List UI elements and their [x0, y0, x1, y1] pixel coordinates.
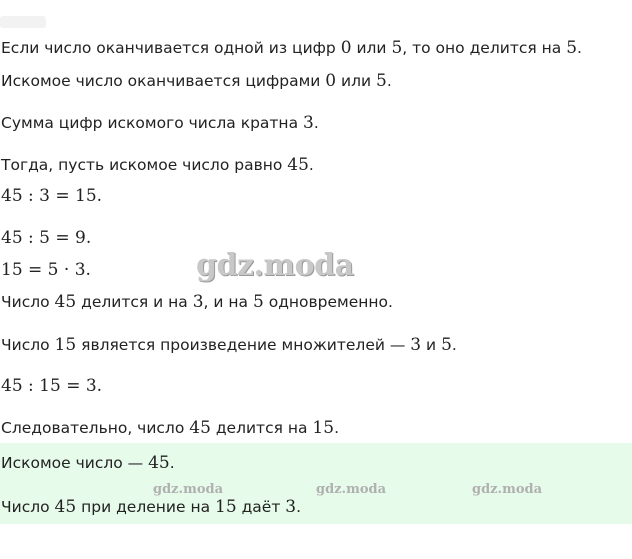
solution-line [1, 335, 457, 355]
math-expression: 0 [325, 71, 337, 91]
solution-line [1, 292, 393, 312]
text-fragment: Сумма цифр искомого числа кратна [1, 114, 303, 132]
text-fragment: Тогда, пусть искомое число равно [1, 156, 288, 174]
math-expression: 45 [54, 292, 77, 312]
solution-line [1, 260, 91, 280]
solution-line [1, 186, 102, 206]
top-bar-decoration [0, 16, 46, 28]
solution-line [1, 228, 91, 248]
math-expression: 15 [312, 418, 335, 438]
text-fragment: даёт [236, 498, 286, 516]
math-expression: 3 [285, 497, 297, 517]
watermark-small-2: gdz.moda [316, 482, 387, 497]
math-expression: 45 : 5 = 9. [1, 228, 92, 248]
watermark-main: gdz.moda [196, 248, 354, 283]
text-fragment: является произведение множителей — [76, 336, 411, 354]
math-expression: 3 [410, 335, 422, 355]
text-fragment: Следовательно, число [1, 419, 190, 437]
text-fragment: , и на [203, 293, 253, 311]
math-expression: 45 [148, 453, 170, 473]
text-fragment: делится и на [76, 293, 193, 311]
text-fragment: Если число оканчивается одной из цифр [1, 39, 341, 57]
text-fragment: . [451, 336, 457, 354]
solution-line [1, 155, 314, 175]
text-fragment: Число [1, 336, 55, 354]
text-fragment: Искомое число оканчивается цифрами [1, 72, 326, 90]
text-fragment: . [577, 39, 582, 57]
solution-line [1, 113, 319, 133]
math-expression: 45 [54, 497, 77, 517]
math-expression: 15 = 5 · 3. [1, 260, 91, 280]
text-fragment: . [334, 419, 339, 437]
text-fragment: или [351, 39, 392, 57]
text-fragment: . [308, 156, 314, 174]
text-fragment: и [421, 336, 442, 354]
text-fragment: . [169, 454, 175, 472]
solution-line [1, 418, 339, 438]
text-fragment: при деление на [76, 498, 216, 516]
math-expression: 5 [376, 71, 387, 91]
text-fragment: . [296, 498, 302, 516]
math-expression: 45 [287, 155, 309, 175]
text-fragment: Искомое число — [1, 454, 149, 472]
text-fragment: делится на [210, 419, 313, 437]
watermark-small-1: gdz.moda [153, 482, 224, 497]
text-fragment: . [313, 114, 319, 132]
solution-line [1, 38, 582, 58]
math-expression: 5 [566, 38, 578, 58]
solution-line [1, 453, 175, 473]
math-expression: 15 [54, 335, 77, 355]
text-fragment: Число [1, 293, 55, 311]
text-fragment: . [386, 72, 392, 90]
solution-line [1, 71, 392, 91]
text-fragment: , то оно делится на [402, 39, 567, 57]
math-expression: 45 : 15 = 3. [1, 376, 103, 396]
math-expression: 5 [441, 335, 452, 355]
math-expression: 3 [192, 292, 204, 312]
solution-line [1, 497, 301, 517]
watermark-small-3: gdz.moda [472, 482, 543, 497]
text-fragment: одновременно. [263, 293, 393, 311]
math-expression: 5 [391, 38, 403, 58]
math-expression: 0 [340, 38, 352, 58]
math-expression: 45 [189, 418, 211, 438]
solution-line [1, 376, 102, 396]
math-expression: 45 : 3 = 15. [1, 186, 103, 206]
math-expression: 5 [252, 292, 264, 312]
math-expression: 3 [303, 113, 314, 133]
text-fragment: или [336, 72, 377, 90]
text-fragment: Число [1, 498, 55, 516]
math-expression: 15 [215, 497, 237, 517]
